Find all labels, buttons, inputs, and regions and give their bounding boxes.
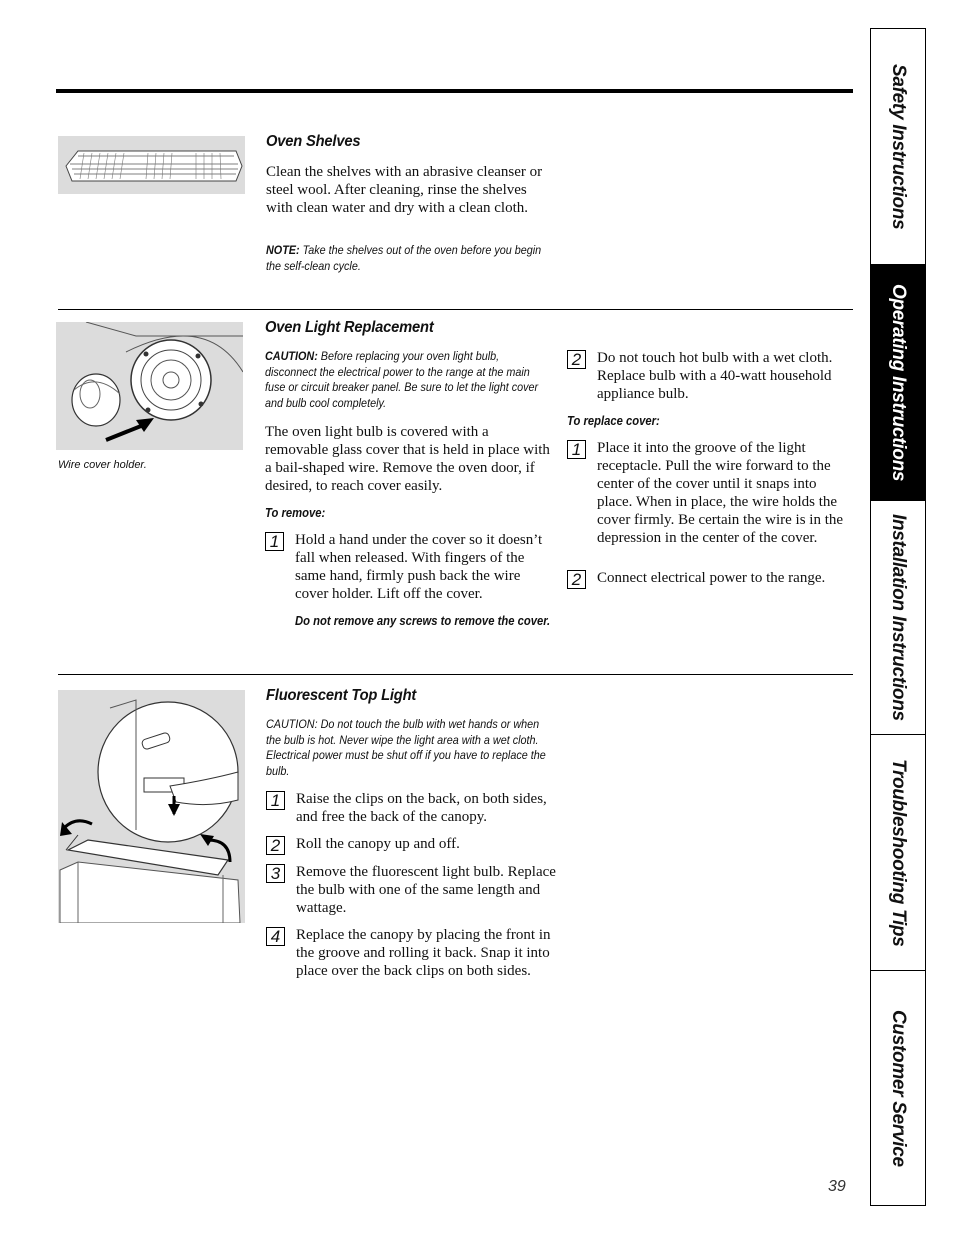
step-number: 1 bbox=[567, 440, 586, 459]
oven-light-illustration bbox=[56, 322, 243, 450]
tab-troubleshooting-tips[interactable] bbox=[871, 735, 925, 971]
fluorescent-heading: Fluorescent Top Light bbox=[266, 687, 417, 704]
oven-shelves-body: Clean the shelves with an abrasive cleanser or steel wool. After cleaning, rinse the shelves with clean water and dry with a clean cloth. bbox=[266, 164, 543, 216]
note-label: NOTE: bbox=[266, 243, 300, 257]
replace-step-1 bbox=[567, 439, 852, 547]
wire-cover-holder-caption: Wire cover holder. bbox=[58, 459, 147, 471]
caution-label: CAUTION: bbox=[265, 349, 318, 363]
replace-step-2 bbox=[567, 569, 852, 589]
section-divider bbox=[58, 309, 853, 310]
remove-step-1 bbox=[265, 531, 555, 603]
step-number: 1 bbox=[266, 791, 285, 810]
oven-light-caution bbox=[265, 349, 544, 411]
tab-installation-instructions[interactable] bbox=[871, 501, 925, 735]
oven-shelf-illustration bbox=[58, 136, 245, 194]
tab-label: Customer Service bbox=[888, 1009, 909, 1167]
tab-label: Installation Instructions bbox=[888, 514, 909, 721]
fluorescent-step-1 bbox=[266, 790, 556, 826]
step-text: Raise the clips on the back, on both sides, and free the back of the canopy. bbox=[296, 791, 547, 825]
section-divider bbox=[58, 674, 853, 675]
oven-light-heading: Oven Light Replacement bbox=[265, 319, 434, 336]
step-number: 3 bbox=[266, 864, 285, 883]
tab-label: Safety Instructions bbox=[888, 63, 909, 230]
tab-label: Troubleshooting Tips bbox=[888, 758, 909, 947]
oven-shelves-note bbox=[266, 243, 545, 274]
top-rule bbox=[56, 89, 853, 93]
section-tabs bbox=[870, 28, 926, 1206]
fluorescent-step-4 bbox=[266, 926, 556, 980]
tab-label: Operating Instructions bbox=[888, 283, 909, 482]
step-number: 2 bbox=[567, 350, 586, 369]
to-remove-heading: To remove: bbox=[265, 506, 326, 520]
to-replace-cover-heading: To replace cover: bbox=[567, 414, 660, 428]
fluorescent-light-illustration bbox=[58, 690, 245, 923]
step-text: Replace the canopy by placing the front in the groove and rolling it back. Snap it into place over the back clips on both sides. bbox=[296, 927, 551, 979]
note-text: Take the shelves out of the oven before you begin the self-clean cycle. bbox=[266, 243, 542, 273]
oven-light-body: The oven light bulb is covered with a removable glass cover that is held in place with a bail-shaped wire. Remove the oven door, if desired, to reach cover easily. bbox=[265, 424, 550, 494]
fluorescent-step-3 bbox=[266, 863, 556, 917]
step-text: Hold a hand under the cover so it doesn’t fall when released. With fingers of the same hand, firmly push back the wire cover holder. Lift off the cover. bbox=[295, 532, 543, 602]
step-text: Place it into the groove of the light receptacle. Pull the wire forward to the center of the cover until it snaps into place. When in place, the wire holds the cover firmly. Be certain the wire is in the depression in the center of the cover. bbox=[597, 440, 844, 546]
step-number: 4 bbox=[266, 927, 285, 946]
step-number: 2 bbox=[266, 836, 285, 855]
step-text: Do not touch hot bulb with a wet cloth. Replace bulb with a 40-watt household appliance bulb. bbox=[597, 350, 833, 402]
page-number: 39 bbox=[828, 1178, 846, 1195]
fluorescent-step-2 bbox=[266, 835, 556, 855]
screws-warning: Do not remove any screws to remove the cover. bbox=[295, 614, 551, 628]
tab-safety-instructions[interactable] bbox=[871, 29, 925, 265]
step-number: 2 bbox=[567, 570, 586, 589]
tab-customer-service[interactable] bbox=[871, 971, 925, 1205]
oven-shelves-heading: Oven Shelves bbox=[266, 133, 361, 150]
step-text: Roll the canopy up and off. bbox=[296, 836, 460, 852]
step-text: Remove the fluorescent light bulb. Replace the bulb with one of the same length and wattage. bbox=[296, 864, 556, 916]
step-number: 1 bbox=[265, 532, 284, 551]
bulb-step-2 bbox=[567, 349, 852, 403]
fluorescent-caution: CAUTION: Do not touch the bulb with wet hands or when the bulb is hot. Never wipe the light area with a wet cloth. Electrical power must be shut off if you have to replace the bulb. bbox=[266, 717, 546, 778]
step-text: Connect electrical power to the range. bbox=[597, 570, 826, 586]
caution-text: Before replacing your oven light bulb, disconnect the electrical power to the range at the main fuse or circuit breaker panel. Be sure to let the light cover and bulb cool completely. bbox=[265, 349, 539, 410]
tab-operating-instructions[interactable] bbox=[871, 265, 925, 501]
